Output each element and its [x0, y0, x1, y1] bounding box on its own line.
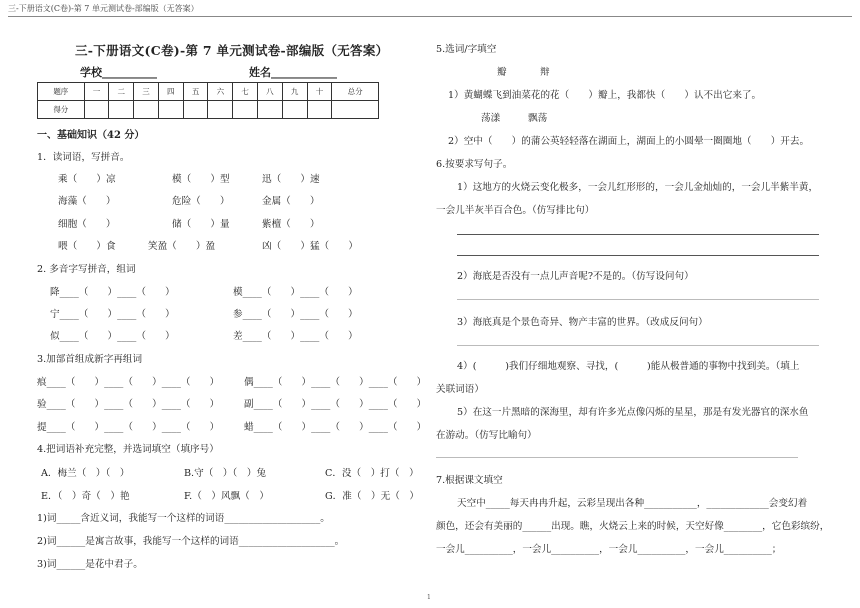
radical-item: 验____（ ）____（ ）____（ ）	[37, 399, 220, 410]
pinyin-item: 凶（ ）猛（ ）	[262, 241, 358, 252]
score-cell: 三	[134, 83, 159, 101]
fill-line: 3)词______是花中君子。	[37, 559, 143, 570]
polyphone-item: 模____（ ）____（ ）	[233, 287, 358, 298]
word-choice: 瓣	[497, 67, 507, 78]
score-input-cell[interactable]	[109, 101, 134, 119]
score-cell: 七	[233, 83, 258, 101]
word-choice: 飘荡	[528, 113, 548, 124]
score-input-cell[interactable]	[183, 101, 208, 119]
passage-line: 一会儿__________，一会儿__________，一会儿__________，一会儿__________；	[436, 544, 782, 555]
running-header: 三-下册语文(C卷)-第 7 单元测试卷-部编版（无答案）	[8, 4, 199, 13]
score-input-cell[interactable]	[257, 101, 282, 119]
score-cell: 四	[158, 83, 183, 101]
score-input-cell[interactable]	[134, 101, 159, 119]
pinyin-item: 紫檀（ ）	[262, 219, 320, 230]
score-cell: 题序	[38, 83, 85, 101]
polyphone-item: 似____（ ）____（ ）	[50, 331, 175, 342]
fill-line: 2)词______是寓言故事，我能写一个这样的词语____________________。	[37, 536, 345, 547]
passage-line: 天空中_____每天冉冉升起，云彩呈现出各种___________，_____________会变幻着	[457, 498, 808, 509]
sentence: 一会儿半灰半百合色。（仿写排比句）	[436, 205, 595, 216]
score-input-cell[interactable]	[84, 101, 109, 119]
score-input-cell[interactable]	[233, 101, 258, 119]
pinyin-item: 模（ ）型	[172, 174, 230, 185]
idiom-item: G．准（ ）无（ ）	[325, 491, 420, 502]
radical-item: 蜡____（ ）____（ ）____（ ）	[244, 422, 427, 433]
header-divider	[8, 16, 852, 17]
idiom-item: F.（ ）风飘（ ）	[184, 491, 269, 502]
answer-line[interactable]	[457, 234, 819, 235]
pinyin-item: 储（ ）量	[172, 219, 230, 230]
score-row-label: 得分	[38, 101, 85, 119]
score-cell: 九	[282, 83, 307, 101]
answer-line[interactable]	[457, 345, 819, 346]
score-cell: 六	[208, 83, 233, 101]
passage-line: 颜色，还会有美丽的______出现。瞧，火烧云上来的时候，天空好像________，它色彩缤纷，	[436, 521, 830, 532]
score-input-cell[interactable]	[332, 101, 379, 119]
pinyin-item: 喂（ ）食	[58, 241, 116, 252]
section-heading: 一、基础知识（42 分）	[37, 130, 145, 141]
page-number: 1	[427, 594, 431, 601]
score-cell: 五	[183, 83, 208, 101]
question-title: 1．读词语，写拼音。	[37, 152, 130, 163]
score-value-row	[38, 101, 379, 119]
sentence: 2）空中（ ）的蒲公英轻轻落在湖面上，湖面上的小圆晕一圈圈地（ ）开去。	[448, 136, 810, 147]
sentence: 1）这地方的火烧云变化极多，一会儿红形形的，一会儿金灿灿的，一会儿半紫半黄，	[457, 182, 819, 193]
radical-item: 副____（ ）____（ ）____（ ）	[244, 399, 427, 410]
question-title: 2. 多音字写拼音，组词	[37, 264, 136, 275]
pinyin-item: 金属（ ）	[262, 196, 320, 207]
school-field[interactable]: 学校__________	[80, 66, 157, 79]
idiom-item: A．梅兰（ ）（ ）	[41, 468, 130, 479]
word-choice: 辩	[540, 67, 550, 78]
score-cell: 一	[84, 83, 109, 101]
fill-line: 1)词_____含近义词，我能写一个这样的词语____________________。	[37, 513, 330, 524]
page-title: 三-下册语文(C卷)-第 7 单元测试卷-部编版（无答案）	[75, 43, 389, 58]
pinyin-item: 笑盈（ ）盈	[148, 241, 216, 252]
question-title: 6.按要求写句子。	[436, 159, 513, 170]
sentence: 3）海底真是个景色奇异、物产丰富的世界。（改成反问句）	[457, 317, 708, 328]
answer-line[interactable]	[457, 255, 819, 256]
score-cell: 十	[307, 83, 332, 101]
sentence: 关联词语）	[436, 384, 484, 395]
sentence: 5）在这一片黑暗的深海里，却有许多光点像闪烁的星星，那是有发光器官的深水鱼	[457, 407, 809, 418]
radical-item: 偶____（ ）____（ ）____（ ）	[244, 377, 427, 388]
idiom-item: E．（ ）奇（ ）艳	[41, 491, 130, 502]
score-cell: 八	[257, 83, 282, 101]
idiom-item: C．没（ ）打（ ）	[325, 468, 419, 479]
question-title: 5.选词/字填空	[436, 44, 497, 55]
polyphone-item: 降____（ ）____（ ）	[50, 287, 175, 298]
score-input-cell[interactable]	[158, 101, 183, 119]
polyphone-item: 参____（ ）____（ ）	[233, 309, 358, 320]
score-table	[37, 82, 379, 119]
question-title: 3.加部首组成新字再组词	[37, 354, 143, 365]
name-field[interactable]: 姓名____________	[249, 66, 337, 79]
pinyin-item: 迅（ ）速	[262, 174, 320, 185]
radical-item: 痕____（ ）____（ ）____（ ）	[37, 377, 220, 388]
sentence: 2）海底是否没有一点儿声音呢?不是的。（仿写设问句）	[457, 271, 694, 282]
sentence: 1）黄蝴蝶飞到油菜花的花（ ）瓣上，我都快（ ）认不出它来了。	[448, 90, 762, 101]
score-input-cell[interactable]	[208, 101, 233, 119]
polyphone-item: 差____（ ）____（ ）	[233, 331, 358, 342]
pinyin-item: 海藻（ ）	[58, 196, 116, 207]
polyphone-item: 宁____（ ）____（ ）	[50, 309, 175, 320]
question-title: 7.根据课文填空	[436, 475, 503, 486]
word-choice: 荡漾	[481, 113, 501, 124]
radical-item: 提____（ ）____（ ）____（ ）	[37, 422, 220, 433]
question-title: 4.把词语补充完整，并选词填空（填序号）	[37, 444, 219, 455]
score-cell: 二	[109, 83, 134, 101]
pinyin-item: 细胞（ ）	[58, 219, 116, 230]
answer-line[interactable]	[457, 299, 819, 300]
score-input-cell[interactable]	[307, 101, 332, 119]
sentence: 在游动。（仿写比喻句）	[436, 430, 537, 441]
score-input-cell[interactable]	[282, 101, 307, 119]
score-header-row	[38, 83, 379, 101]
idiom-item: B.守（ ）（ ）兔	[184, 468, 267, 479]
score-cell: 总分	[332, 83, 379, 101]
sentence: 4）( )我们仔细地观察、寻找，( )能从极普通的事物中找到美。（填上	[457, 361, 800, 372]
answer-line[interactable]	[436, 457, 798, 458]
pinyin-item: 危险（ ）	[172, 196, 230, 207]
pinyin-item: 乘（ ）凉	[58, 174, 116, 185]
